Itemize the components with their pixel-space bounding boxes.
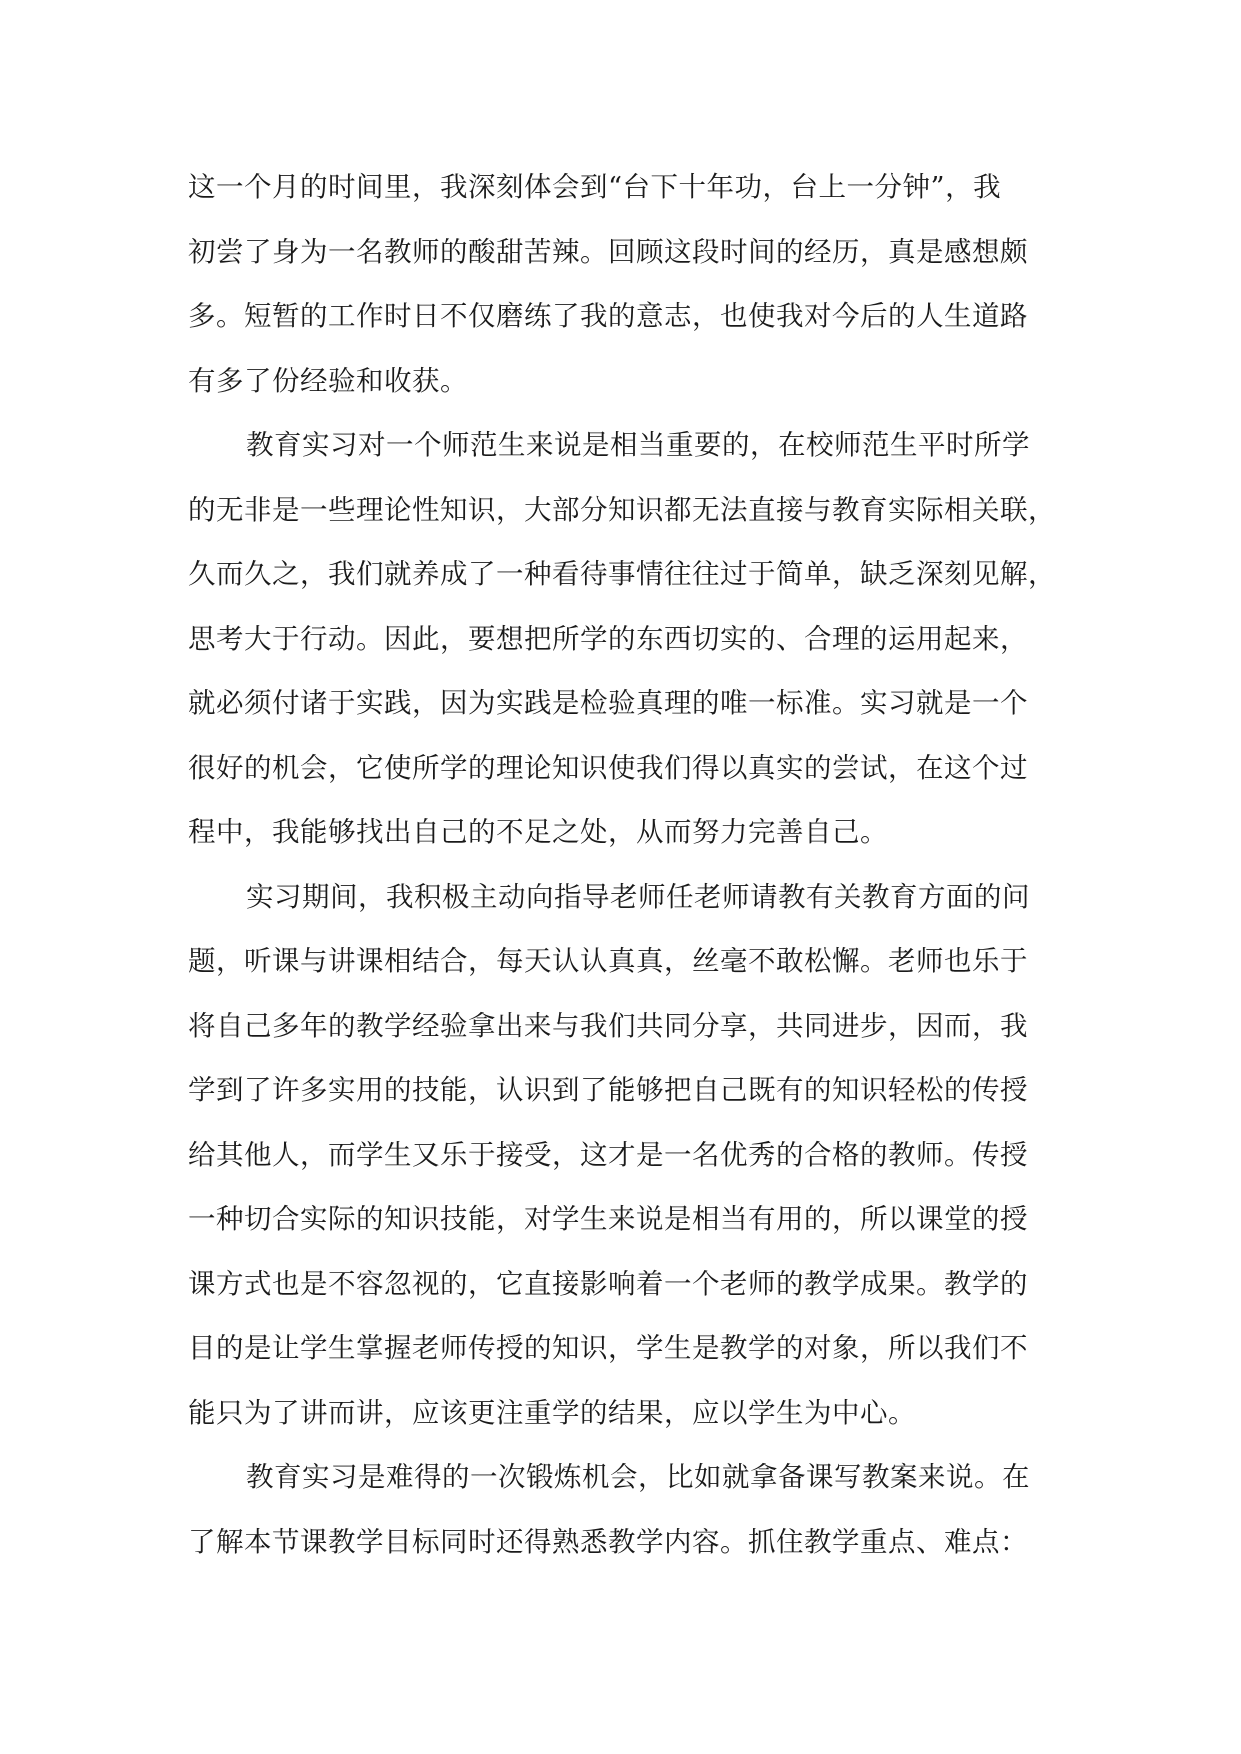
paragraph-line: 很好的机会，它使所学的理论知识使我们得以真实的尝试，在这个过 — [188, 751, 1028, 784]
paragraph-line: 能只为了讲而讲，应该更注重学的结果，应以学生为中心。 — [188, 1396, 916, 1429]
paragraph-3 — [188, 865, 1058, 1446]
paragraph-line: 程中，我能够找出自己的不足之处，从而努力完善自己。 — [188, 816, 888, 848]
paragraph-line: 学到了许多实用的技能，认识到了能够把自己既有的知识轻松的传授 — [188, 1074, 1028, 1106]
paragraph-line: 实习期间，我积极主动向指导老师任老师请教有关教育方面的问 — [246, 880, 1030, 913]
paragraph-line: 一种切合实际的知识技能，对学生来说是相当有用的，所以课堂的授 — [188, 1203, 1028, 1235]
paragraph-line: 将自己多年的教学经验拿出来与我们共同分享，共同进步，因而，我 — [188, 1009, 1028, 1042]
paragraph-line: 久而久之，我们就养成了一种看待事情往往过于简单，缺乏深刻见解， — [188, 558, 1056, 590]
paragraph-line: 了解本节课教学目标同时还得熟悉教学内容。抓住教学重点、难点： — [188, 1525, 1028, 1558]
paragraph-line: 目的是让学生掌握老师传授的知识，学生是教学的对象，所以我们不 — [188, 1332, 1028, 1364]
paragraph-line: 教育实习对一个师范生来说是相当重要的，在校师范生平时所学 — [246, 429, 1030, 461]
paragraph-line: 题，听课与讲课相结合，每天认认真真，丝毫不敢松懈。老师也乐于 — [188, 945, 1028, 977]
paragraph-4 — [188, 1445, 1058, 1574]
paragraph-line: 教育实习是难得的一次锻炼机会，比如就拿备课写教案来说。在 — [246, 1461, 1030, 1493]
paragraph-line: 课方式也是不容忽视的，它直接影响着一个老师的教学成果。教学的 — [188, 1267, 1028, 1300]
paragraph-line: 的无非是一些理论性知识，大部分知识都无法直接与教育实际相关联， — [188, 493, 1056, 526]
paragraph-line: 给其他人，而学生又乐于接受，这才是一名优秀的合格的教师。传授 — [188, 1138, 1028, 1171]
paragraph-line: 初尝了身为一名教师的酸甜苦辣。回顾这段时间的经历，真是感想颇 — [188, 235, 1028, 268]
paragraph-line: 就必须付诸于实践，因为实践是检验真理的唯一标准。实习就是一个 — [188, 687, 1028, 719]
paragraph-line: 多。短暂的工作时日不仅磨练了我的意志，也使我对今后的人生道路 — [188, 300, 1028, 332]
paragraph-1 — [188, 155, 1058, 413]
paragraph-2 — [188, 413, 1058, 865]
document-body — [188, 155, 1058, 1574]
paragraph-line: 这一个月的时间里，我深刻体会到“台下十年功，台上一分钟”，我 — [188, 171, 1002, 203]
paragraph-line: 有多了份经验和收获。 — [188, 364, 468, 397]
paragraph-line: 思考大于行动。因此，要想把所学的东西切实的、合理的运用起来， — [188, 622, 1028, 655]
